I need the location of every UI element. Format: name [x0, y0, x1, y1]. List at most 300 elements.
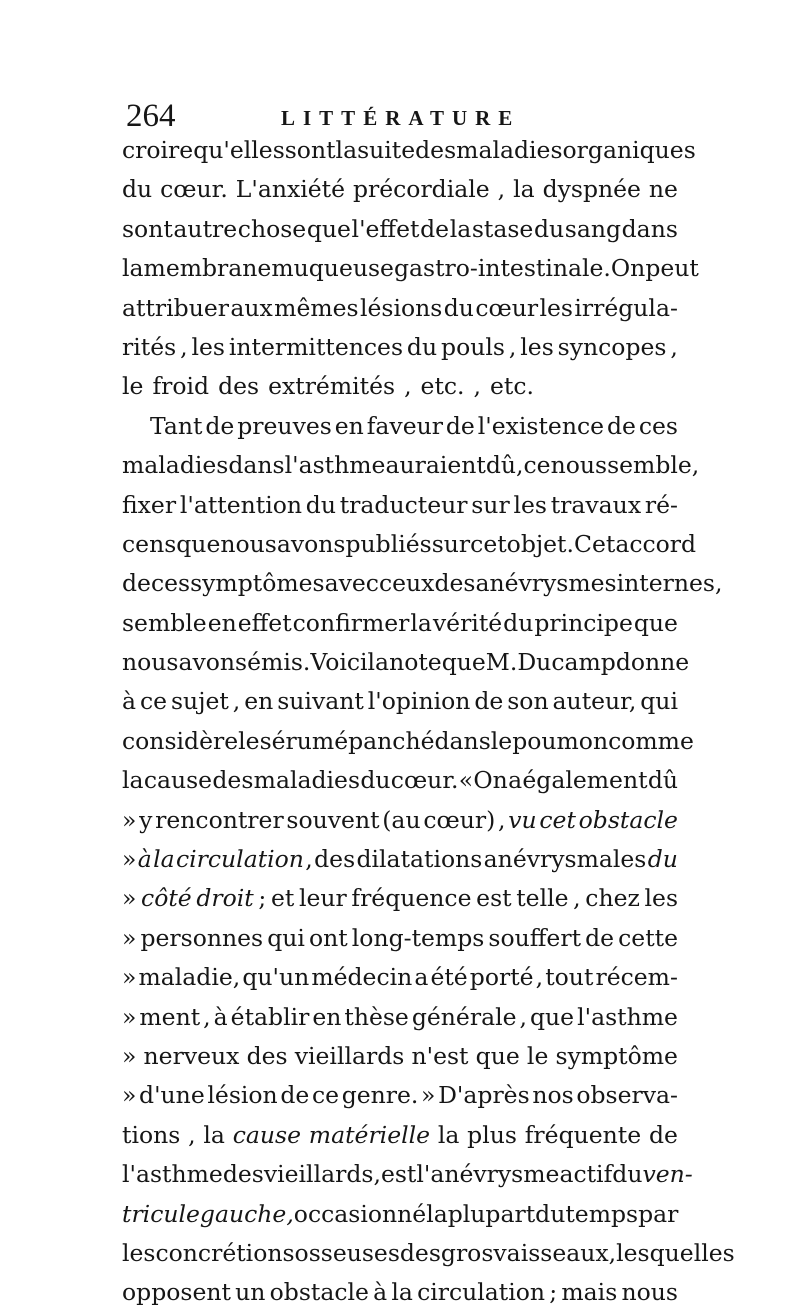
word: plus	[467, 1120, 517, 1149]
word: Cet	[573, 529, 616, 558]
word: anévrysmes	[475, 569, 617, 598]
word: la	[391, 1278, 413, 1307]
word: par	[638, 1199, 679, 1228]
word: dans	[228, 451, 285, 480]
word: travaux	[550, 490, 642, 519]
word: organiques	[562, 136, 696, 164]
word: gros	[440, 1238, 494, 1267]
word: porté	[469, 963, 534, 992]
word: faveur	[366, 411, 443, 440]
word: qu'un	[242, 963, 310, 992]
word: cause	[143, 766, 213, 795]
word: établir	[230, 1002, 310, 1031]
word: également	[522, 766, 648, 795]
text-line	[122, 1155, 693, 1194]
word: cœur	[475, 293, 539, 322]
word: du	[647, 845, 678, 874]
word: épanché	[334, 726, 435, 755]
word: gauche,	[199, 1199, 294, 1228]
text-line	[122, 289, 678, 328]
word: opposent	[122, 1278, 231, 1307]
text-line	[122, 1076, 678, 1115]
word: que	[530, 1002, 575, 1031]
word: ,	[203, 1002, 211, 1031]
word: cœur.	[160, 175, 228, 204]
word: (au	[382, 805, 421, 834]
word: etc.	[420, 372, 465, 401]
word: »	[122, 1081, 137, 1110]
word: mais	[561, 1278, 618, 1307]
word: ces	[150, 569, 191, 598]
word: est	[476, 884, 512, 913]
text-line	[122, 1195, 678, 1234]
word: suite	[357, 136, 416, 164]
word: droit	[196, 884, 254, 913]
text-line	[122, 919, 678, 958]
word: membrane	[143, 254, 272, 283]
word: dilatations	[356, 845, 483, 874]
word: des	[399, 1238, 441, 1267]
word: plupart	[447, 1199, 536, 1228]
word: n'est	[411, 1041, 469, 1070]
text-line	[122, 722, 694, 761]
word: la	[335, 136, 358, 164]
word: de	[205, 411, 235, 440]
word: circulation	[175, 845, 304, 874]
word: la	[153, 845, 175, 874]
word: anévrysmales	[483, 845, 647, 874]
word: avec	[324, 569, 379, 598]
word: L'anxiété	[235, 175, 345, 204]
text-line	[122, 446, 700, 485]
word: lesquelles	[616, 1238, 735, 1267]
word: son	[507, 687, 549, 716]
word: cœur)	[423, 805, 496, 834]
word: sur	[431, 529, 471, 558]
word: que	[633, 608, 678, 637]
word: du	[503, 608, 534, 637]
word: accord	[615, 529, 697, 558]
word: »	[122, 963, 137, 992]
word: un	[235, 1278, 266, 1307]
word: effet	[237, 608, 292, 637]
word: vu	[508, 805, 537, 834]
word: M.	[485, 648, 518, 677]
text-line	[122, 761, 678, 800]
word: matérielle	[308, 1120, 431, 1149]
word: la	[437, 1120, 460, 1149]
word: des	[212, 766, 254, 795]
body-text	[122, 131, 735, 1313]
word: autre	[173, 214, 238, 243]
text-line	[122, 407, 678, 446]
word: ,	[473, 372, 482, 401]
word: concrétions	[155, 1238, 295, 1267]
word: pouls	[441, 332, 505, 361]
text-line	[122, 210, 678, 249]
word: Voici	[310, 648, 368, 677]
word: la	[410, 608, 432, 637]
word: stase	[471, 214, 534, 243]
word: ,	[519, 1002, 527, 1031]
word: »	[122, 805, 137, 834]
word: publiés	[345, 529, 432, 558]
word: chose	[237, 214, 307, 243]
word: observa-	[576, 1081, 678, 1110]
word: de	[585, 923, 615, 952]
word: D'après	[438, 1081, 530, 1110]
word: cens	[122, 529, 177, 558]
word: à	[137, 845, 152, 874]
word: sang	[564, 214, 622, 243]
word: nous	[122, 648, 179, 677]
word: avons	[276, 529, 346, 558]
word: l'asthme	[122, 1160, 223, 1189]
word: et	[270, 884, 295, 913]
word: l'existence	[477, 411, 605, 440]
word: irrégula-	[574, 293, 678, 322]
word: confirmer	[292, 608, 410, 637]
word: vieillards	[263, 1160, 374, 1189]
word: les	[122, 1238, 156, 1267]
word: lésion	[207, 1081, 278, 1110]
word: »	[122, 884, 137, 913]
word: maladies	[456, 136, 563, 164]
word: traducteur	[339, 490, 468, 519]
word: ,	[714, 569, 723, 598]
word: ,	[180, 332, 188, 361]
word: fréquence	[351, 884, 472, 913]
word: lésions	[360, 293, 443, 322]
word: maladies	[122, 451, 229, 480]
word: peut	[645, 254, 699, 283]
word: ne	[648, 175, 678, 204]
word: le	[122, 372, 144, 401]
word: personnes	[140, 923, 264, 952]
word: cœur.	[390, 766, 459, 795]
word: »	[122, 1041, 137, 1070]
word: sur	[471, 490, 510, 519]
text-line	[122, 328, 678, 367]
word: du	[360, 766, 391, 795]
word: de	[420, 214, 450, 243]
word: du	[305, 490, 336, 519]
word: symptômes	[190, 569, 325, 598]
word: mêmes	[274, 293, 359, 322]
word: de	[474, 687, 504, 716]
word: comme	[608, 726, 694, 755]
word: la	[367, 648, 390, 677]
word: les	[191, 332, 225, 361]
word: du	[443, 293, 474, 322]
word: circulation	[417, 1278, 546, 1307]
word: ce	[311, 1081, 340, 1110]
word: occasionné	[293, 1199, 427, 1228]
word: du	[122, 175, 153, 204]
word: ,	[508, 332, 517, 361]
word: maladie,	[138, 963, 241, 992]
word: la	[122, 766, 144, 795]
word: que	[176, 529, 221, 558]
word: poumon	[512, 726, 609, 755]
text-line	[122, 879, 678, 918]
word: «	[458, 766, 474, 795]
word: attribuer	[122, 293, 229, 322]
word: cause	[232, 1120, 301, 1149]
word: des	[434, 569, 476, 598]
page-number: 264	[126, 98, 176, 134]
word: l'effet	[351, 214, 420, 243]
word: été	[430, 963, 468, 992]
word: sont	[284, 136, 336, 164]
word: telle	[516, 884, 569, 913]
text-line	[122, 1037, 678, 1076]
word: les	[539, 293, 573, 322]
word: des	[415, 136, 457, 164]
word: des	[222, 1160, 264, 1189]
word: ,	[498, 805, 506, 834]
word: à	[373, 1278, 388, 1307]
word: nous	[621, 1278, 678, 1307]
word: cet	[539, 805, 576, 834]
word: ceux	[378, 569, 435, 598]
word: d'une	[139, 1081, 205, 1110]
word: des	[218, 372, 260, 401]
word: ment	[139, 1002, 201, 1031]
text-line	[122, 367, 678, 406]
word: ré-	[644, 490, 678, 519]
word: Ducamp	[517, 648, 616, 677]
text-line	[122, 564, 723, 603]
word: la	[449, 214, 472, 243]
word: long-temps	[351, 923, 485, 952]
word: ,	[516, 451, 524, 480]
word: etc.	[490, 372, 534, 401]
word: ;	[258, 884, 267, 913]
text-line	[122, 643, 690, 682]
word: genre.	[341, 1081, 419, 1110]
word: cet	[470, 529, 507, 558]
word: en	[312, 1002, 342, 1031]
word: dû	[647, 766, 678, 795]
word: ce	[523, 451, 551, 480]
word: cette	[618, 923, 678, 952]
word: que	[441, 648, 486, 677]
word: a	[414, 963, 429, 992]
word: ,	[404, 372, 412, 401]
word: la	[203, 1120, 225, 1149]
word: rencontrer	[155, 805, 284, 834]
text-line	[122, 486, 678, 525]
text-line	[122, 801, 678, 840]
word: qu'elles	[193, 136, 285, 164]
word: de	[648, 1120, 678, 1149]
word: vaisseaux	[493, 1238, 609, 1267]
word: syncopes	[557, 332, 667, 361]
word: chez	[585, 884, 640, 913]
word: leur	[298, 884, 347, 913]
word: ont	[308, 923, 348, 952]
word: semble	[607, 451, 692, 480]
word: récem-	[595, 963, 678, 992]
word: obstacle	[578, 805, 678, 834]
word: temps	[565, 1199, 639, 1228]
word: en	[207, 608, 237, 637]
text-line	[122, 249, 699, 288]
word: ,	[497, 175, 506, 204]
text-line	[122, 998, 678, 1037]
word: »	[122, 923, 137, 952]
word: ce	[139, 687, 168, 716]
word: ,	[373, 1160, 381, 1189]
word: de	[606, 411, 636, 440]
word: gastro-intestinale.	[393, 254, 611, 283]
word: l'attention	[179, 490, 303, 519]
word: le	[526, 1041, 549, 1070]
word: thèse	[344, 1002, 409, 1031]
word: sérum	[259, 726, 335, 755]
word: vieillards	[294, 1041, 405, 1070]
page-header	[126, 96, 680, 136]
text-line	[122, 840, 678, 879]
word: aux	[230, 293, 273, 322]
word: que	[306, 214, 351, 243]
word: vérité	[432, 608, 503, 637]
word: principe	[534, 608, 633, 637]
word: ,	[573, 884, 581, 913]
word: de	[280, 1081, 310, 1110]
word: nous	[550, 451, 608, 480]
text-line	[122, 170, 678, 209]
word: donne	[615, 648, 690, 677]
word: maladies	[253, 766, 361, 795]
word: l'asthme	[284, 451, 386, 480]
word: dyspnée	[542, 175, 641, 204]
word: semble	[122, 608, 207, 637]
word: dans	[621, 214, 678, 243]
word: de	[122, 569, 151, 598]
word: fréquente	[524, 1120, 642, 1149]
word: croire	[122, 136, 194, 164]
text-line	[122, 525, 697, 564]
word: objet.	[506, 529, 574, 558]
text-line	[122, 1234, 735, 1273]
word: du	[533, 214, 565, 243]
word: auteur,	[552, 687, 637, 716]
running-head: LITTÉRATURE	[281, 106, 521, 130]
word: du	[406, 332, 438, 361]
word: les	[644, 884, 678, 913]
word: les	[520, 332, 554, 361]
word: l'anévrysme	[416, 1160, 560, 1189]
word: du	[535, 1199, 566, 1228]
word: ces	[638, 411, 678, 440]
word: que	[475, 1041, 520, 1070]
word: nos	[532, 1081, 574, 1110]
text-line	[122, 1273, 678, 1312]
word: osseuses	[294, 1238, 400, 1267]
word: ;	[549, 1278, 558, 1307]
word: note	[389, 648, 442, 677]
word: ,	[608, 1238, 617, 1267]
word: à	[122, 687, 137, 716]
word: fixer	[122, 490, 177, 519]
word: souvent	[286, 805, 380, 834]
word: des	[246, 1041, 288, 1070]
word: la	[426, 1199, 448, 1228]
word: souffert	[488, 923, 582, 952]
word: intermittences	[228, 332, 403, 361]
word: ,	[232, 687, 241, 716]
text-line	[122, 682, 678, 721]
word: »	[421, 1081, 436, 1110]
text-line	[122, 604, 678, 643]
word: dans	[434, 726, 491, 755]
word: »	[122, 1002, 137, 1031]
word: y	[139, 805, 153, 834]
word: médecin	[311, 963, 413, 992]
word: des	[314, 845, 356, 874]
word: obstacle	[269, 1278, 369, 1307]
word: froid	[152, 372, 210, 401]
word: l'asthme	[577, 1002, 678, 1031]
word: à	[213, 1002, 228, 1031]
word: qui	[640, 687, 678, 716]
word: qui	[267, 923, 305, 952]
word: considère	[122, 726, 239, 755]
word: ,	[535, 963, 544, 992]
word: tricule	[122, 1199, 200, 1228]
word: le	[490, 726, 513, 755]
word: nerveux	[143, 1041, 240, 1070]
text-line	[122, 958, 678, 997]
word: précordiale	[352, 175, 490, 204]
word: sujet	[171, 687, 229, 716]
word: actif	[559, 1160, 613, 1189]
word: muqueuse	[271, 254, 394, 283]
word: On	[473, 766, 508, 795]
word: ,	[305, 845, 313, 874]
word: la	[513, 175, 535, 204]
word: extrémités	[268, 372, 396, 401]
word: Tant	[150, 411, 203, 440]
word: ,	[691, 451, 700, 480]
word: est	[380, 1160, 417, 1189]
word: a	[508, 766, 523, 795]
word: les	[513, 490, 547, 519]
word: tout	[545, 963, 594, 992]
word: le	[238, 726, 260, 755]
word: »	[122, 845, 137, 874]
word: internes	[616, 569, 715, 598]
word: ,	[670, 332, 678, 361]
word: générale	[411, 1002, 517, 1031]
word: symptôme	[555, 1041, 678, 1070]
word: en	[334, 411, 364, 440]
word: sont	[122, 214, 173, 243]
word: preuves	[237, 411, 332, 440]
word: auraient	[385, 451, 486, 480]
word: rités	[122, 332, 177, 361]
word: On	[610, 254, 646, 283]
word: suivant	[277, 687, 364, 716]
word: l'opinion	[367, 687, 471, 716]
text-line	[122, 1116, 678, 1155]
word: la	[122, 254, 144, 283]
word: de	[445, 411, 475, 440]
word: nous	[220, 529, 277, 558]
word: en	[244, 687, 274, 716]
